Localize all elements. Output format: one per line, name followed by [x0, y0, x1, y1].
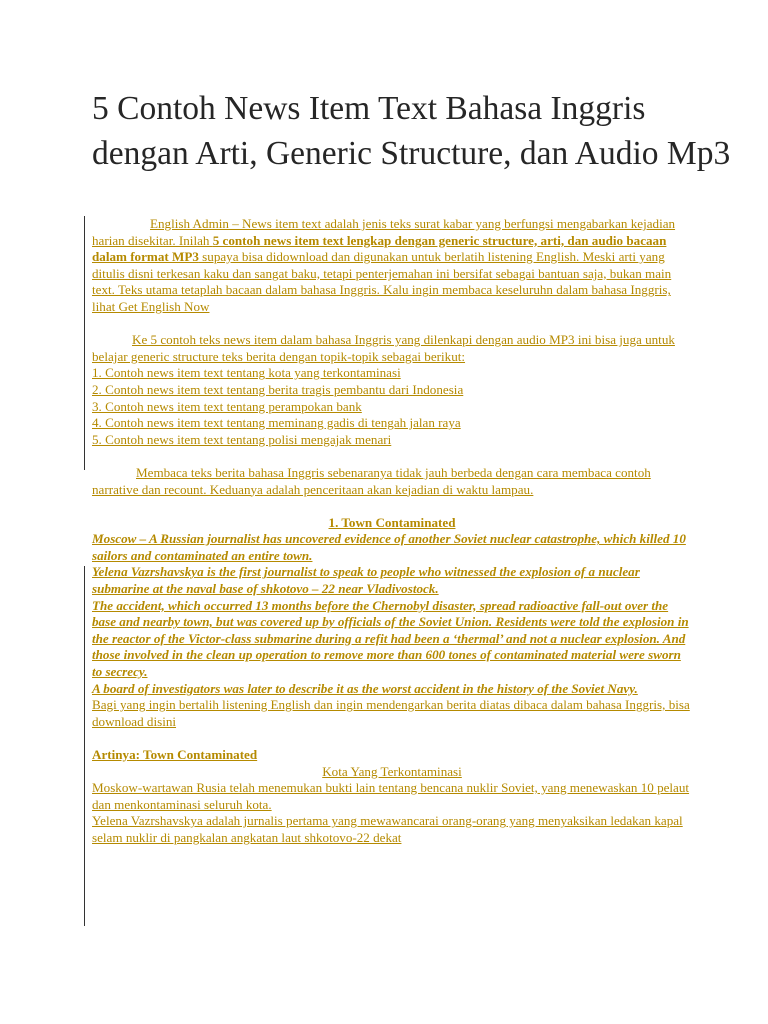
news-paragraph-2[interactable]: Yelena Vazrshavskya is the first journalist to speak to people who witnessed the explosion of a nuclear submarine at the naval base of shkotovo – 22 near Vladivostock. — [92, 564, 640, 597]
section-heading[interactable]: 1. Town Contaminated — [328, 514, 456, 530]
news-paragraph-1[interactable]: Moscow – A Russian journalist has uncovered evidence of another Soviet nuclear catastrophe, which killed 10 sailors and contaminated an entire town. — [92, 531, 686, 563]
intro-text-1: English Admin – News item text adalah jenis teks surat kabar yang berfungsi mengabarkan kejadian harian disekitar. Inilah — [92, 216, 676, 248]
list-item-5[interactable]: 5. Contoh news item text tentang polisi mengajak menari — [92, 431, 392, 447]
list-item-2[interactable]: 2. Contoh news item text tentang berita tragis pembantu dari Indonesia — [92, 381, 464, 397]
comparison-paragraph[interactable]: Membaca teks berita bahasa Inggris sebenaranya tidak jauh berbeda dengan cara membaca contoh narrative dan recount. Keduanya adalah penceritaan akan kejadian di waktu lampau. — [92, 464, 651, 497]
margin-rule-top — [84, 216, 85, 470]
news-paragraph-3[interactable]: The accident, which occurred 13 months before the Chernobyl disaster, spread radioactive fall-out over the base and nearby town, but was covered up by officials of the Soviet Union. Residents were told the explosion in the reactor of the Victor-class submarine during a refit had been a ‘thermal’ and not a nuclear explosion. And those involved in the clean up operation to remove more than 600 tones of contaminated material were sworn to secrecy. — [92, 597, 689, 680]
margin-rule-bottom — [84, 566, 85, 926]
list-intro[interactable]: Ke 5 contoh teks news item dalam bahasa Inggris yang dilenkapi dengan audio MP3 ini bisa juga untuk belajar generic structure teks berita dengan topik-topik sebagai berikut: — [92, 332, 675, 364]
translation-subtitle[interactable]: Kota Yang Terkontaminasi — [322, 763, 462, 779]
list-item-1[interactable]: 1. Contoh news item text tentang kota yang terkontaminasi — [92, 365, 401, 381]
translation-paragraph-1[interactable]: Moskow-wartawan Rusia telah menemukan bukti lain tentang bencana nuklir Soviet, yang menewaskan 10 pelaut dan menkontaminasi seluruh kota. — [92, 780, 690, 812]
intro-text-2: supaya bisa didownload dan digunakan untuk berlatih listening English. Meski arti yang ditulis disni terkesan kaku dan sangat baku, tetapi penterjemahan ini bersifat sebagai bantuan saja, bukan main text. Teks utama tetaplah bacaan dalam bahasa Inggris. Kalu ingin membaca keseluruhn dalam bahasa Inggris, lihat Get English Now — [92, 249, 672, 314]
page-title: 5 Contoh News Item Text Bahasa Inggris dengan Arti, Generic Structure, dan Audio Mp3 — [92, 90, 731, 172]
translation-heading[interactable]: Artinya: Town Contaminated — [92, 747, 258, 762]
news-paragraph-4[interactable]: A board of investigators was later to describe it as the worst accident in the history of the Soviet Navy. — [92, 680, 638, 696]
list-item-3[interactable]: 3. Contoh news item text tentang perampokan bank — [92, 398, 362, 414]
intro-paragraph[interactable] — [92, 216, 692, 316]
translation-paragraph-2[interactable]: Yelena Vazrshavskya adalah jurnalis pertama yang mewawancarai orang-orang yang menyaksikan ledakan kapal selam nuklir di pangkalan angkatan laut shkotovo-22 dekat — [92, 813, 683, 845]
download-link[interactable]: Bagi yang ingin bertalih listening English dan ingin mendengarkan berita diatas dibaca dalam bahasa Inggris, bisa download disini — [92, 697, 690, 729]
article-body — [92, 216, 692, 847]
list-item-4[interactable]: 4. Contoh news item text tentang meminang gadis di tengah jalan raya — [92, 415, 461, 431]
intro-bold: 5 contoh news item text lengkap dengan generic structure, arti, dan audio bacaan dalam format MP3 — [92, 232, 667, 265]
